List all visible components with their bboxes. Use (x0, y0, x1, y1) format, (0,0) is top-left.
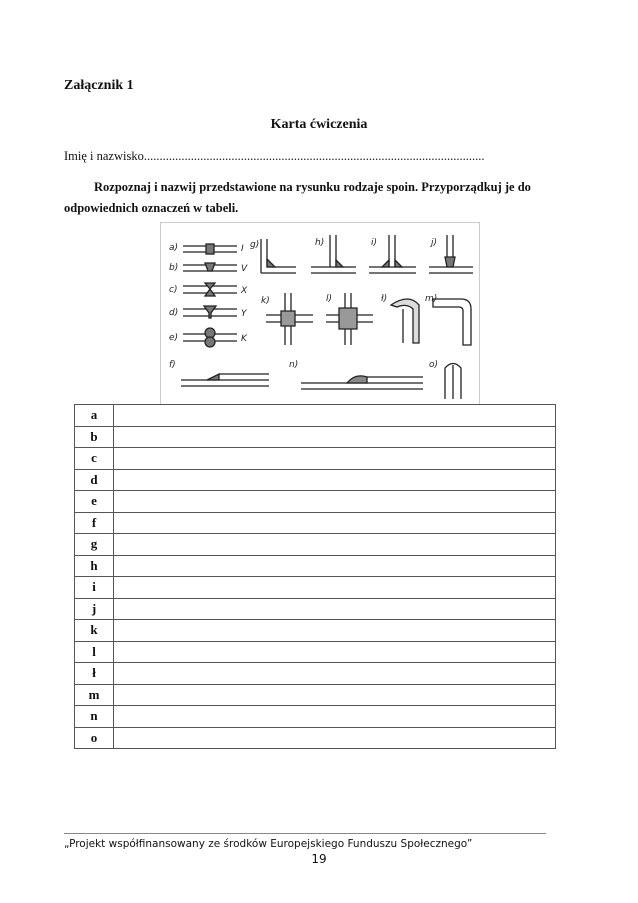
fig-label-b: b) (169, 263, 179, 273)
answer-cell[interactable] (114, 534, 556, 556)
fig-label-h: h) (315, 238, 325, 248)
answer-cell[interactable] (114, 706, 556, 728)
table-row (75, 448, 556, 470)
weld-f (181, 374, 269, 386)
answer-cell[interactable] (114, 491, 556, 513)
row-label: f (75, 512, 114, 534)
fig-label-l-stroke: ł) (381, 294, 388, 304)
symbol-x: X (241, 286, 248, 296)
answer-cell[interactable] (114, 469, 556, 491)
table-row (75, 469, 556, 491)
row-label: ł (75, 663, 114, 685)
fig-label-n: n) (289, 360, 299, 370)
weld-b (183, 263, 237, 271)
weld-d (183, 306, 237, 318)
weld-c (183, 283, 237, 296)
row-label: i (75, 577, 114, 599)
instruction-text: Rozpoznaj i nazwij przedstawione na rysunku rodzaje spoin. Przyporządkuj je do odpowiednich oznaczeń w tabeli. (64, 180, 531, 215)
table-row (75, 512, 556, 534)
fig-label-j: j) (431, 238, 438, 248)
table-row (75, 555, 556, 577)
page-title: Karta ćwiczenia (270, 117, 368, 132)
fig-label-a: a) (169, 243, 179, 253)
weld-n (301, 376, 423, 389)
answer-cell[interactable] (114, 448, 556, 470)
row-label: n (75, 706, 114, 728)
row-label: e (75, 491, 114, 513)
footer-text: „Projekt współfinansowany ze środków Europejskiego Funduszu Społecznego” (64, 838, 473, 850)
table-row (75, 663, 556, 685)
table-row (75, 620, 556, 642)
answer-cell[interactable] (114, 577, 556, 599)
page-number: 19 (311, 852, 327, 866)
row-label: c (75, 448, 114, 470)
fig-label-m: m) (425, 294, 438, 304)
row-label: h (75, 555, 114, 577)
fig-label-i: i) (371, 238, 378, 248)
symbol-v: V (241, 264, 248, 274)
row-label: l (75, 641, 114, 663)
table-row (75, 684, 556, 706)
row-label: d (75, 469, 114, 491)
fig-label-f: f) (169, 360, 176, 370)
fig-label-d: d) (169, 308, 179, 318)
weld-l (326, 293, 373, 345)
weld-k (266, 293, 313, 345)
row-label: g (75, 534, 114, 556)
row-label: o (75, 727, 114, 749)
row-label: k (75, 620, 114, 642)
attachment-label: Załącznik 1 (64, 78, 134, 93)
answer-cell[interactable] (114, 598, 556, 620)
table-row (75, 641, 556, 663)
answer-cell[interactable] (114, 727, 556, 749)
table-row (75, 577, 556, 599)
weld-m (433, 299, 471, 345)
table-row (75, 491, 556, 513)
answer-cell[interactable] (114, 405, 556, 427)
row-label: m (75, 684, 114, 706)
fig-label-e: e) (169, 333, 179, 343)
fig-label-k: k) (261, 296, 270, 306)
table-row (75, 727, 556, 749)
weld-o (445, 364, 461, 400)
table-row (75, 405, 556, 427)
fig-label-o: o) (429, 360, 439, 370)
table-row (75, 534, 556, 556)
answer-cell[interactable] (114, 555, 556, 577)
answer-cell[interactable] (114, 663, 556, 685)
symbol-k: K (241, 334, 247, 344)
table-row (75, 706, 556, 728)
row-label: b (75, 426, 114, 448)
name-field: Imię i nazwisko............................................................................................................. (64, 149, 485, 163)
weld-e (183, 328, 237, 347)
table-row (75, 598, 556, 620)
fig-label-g: g) (250, 240, 260, 250)
weld-joints-figure (160, 222, 480, 405)
answer-cell[interactable] (114, 684, 556, 706)
row-label: a (75, 405, 114, 427)
answer-cell[interactable] (114, 512, 556, 534)
answer-cell[interactable] (114, 641, 556, 663)
table-row (75, 426, 556, 448)
symbol-y: Y (241, 309, 247, 319)
weld-l-stroke (391, 299, 419, 343)
answer-table (74, 404, 556, 749)
answer-cell[interactable] (114, 620, 556, 642)
weld-g (261, 239, 296, 273)
fig-label-l: l) (326, 294, 333, 304)
fig-label-c: c) (169, 285, 178, 295)
footer-divider (64, 833, 546, 834)
row-label: j (75, 598, 114, 620)
weld-a (183, 244, 237, 254)
answer-cell[interactable] (114, 426, 556, 448)
symbol-i: I (241, 244, 244, 254)
